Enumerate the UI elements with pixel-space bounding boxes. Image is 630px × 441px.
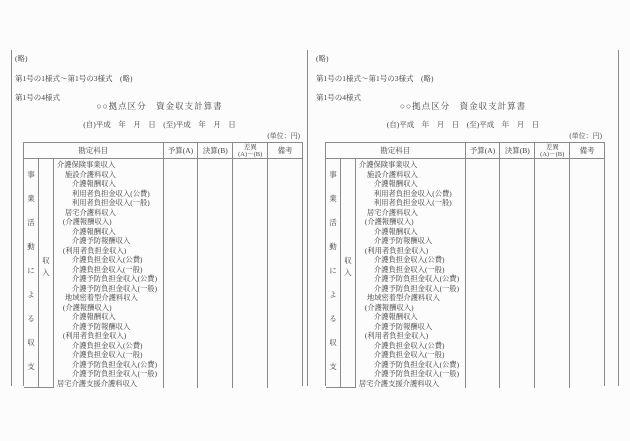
vertical-label-char: 支: [27, 362, 35, 371]
vertical-label-char: 業: [27, 194, 35, 203]
account-row: 介護負担金収入(一般): [71, 350, 143, 359]
account-row: 介護報酬収入: [71, 226, 116, 236]
header-account: 勘定科目: [326, 143, 466, 158]
vertical-label-char: よ: [329, 290, 337, 299]
vertical-label-char: 入: [344, 268, 352, 277]
unit-label: (単位：円): [267, 132, 300, 140]
forms-range-note: 第1号の1様式～第1号の3様式 (略): [316, 74, 434, 83]
omitted-note: (略): [316, 54, 329, 63]
vertical-label-char: に: [329, 266, 337, 275]
unit-label: (単位：円): [569, 132, 602, 140]
funds-statement-table: [23, 142, 303, 386]
account-row: 介護報酬収入: [71, 179, 116, 188]
account-row: 居宅介護料収入: [64, 207, 116, 217]
settlement-column-empty: [500, 159, 535, 388]
vertical-label-char: 動: [27, 242, 35, 251]
table-body: [24, 159, 302, 388]
account-row: 介護負担金収入(公費): [373, 255, 445, 264]
account-row: (利用者負担金収入): [364, 331, 429, 340]
account-row: 介護保険事業収入: [56, 160, 116, 169]
header-budget: 予算(A): [466, 143, 501, 158]
remarks-column-empty: [570, 159, 604, 388]
account-row: 介護予防負担金収入(一般): [373, 283, 460, 293]
account-row: 介護負担金収入(公費): [373, 340, 445, 350]
account-row: 介護保険事業収入: [358, 160, 418, 169]
account-row: 地域密着型介護料収入: [64, 293, 138, 302]
remarks-column-empty: [268, 159, 302, 388]
account-row: 介護報酬収入: [373, 312, 418, 321]
account-row: 利用者負担金収入(公費): [373, 188, 452, 198]
funds-statement-table: [325, 142, 605, 386]
vertical-label-char: 収: [27, 338, 35, 347]
budget-column-empty: [466, 159, 501, 388]
account-row: (介護報酬収入): [364, 302, 414, 312]
header-remarks: 備考: [277, 145, 293, 155]
account-row: (介護報酬収入): [62, 302, 112, 312]
activity-group-label: [326, 159, 341, 388]
account-row: 施設介護料収入: [366, 169, 418, 179]
account-row: 介護予防負担金収入(一般): [71, 283, 158, 293]
vertical-label-char: 収: [329, 338, 337, 347]
header-account: 勘定科目: [24, 143, 164, 158]
header-difference: [535, 143, 570, 158]
vertical-label-char: る: [329, 314, 337, 323]
header-difference: [233, 143, 268, 158]
account-row: 介護予防負担金収入(公費): [71, 274, 158, 283]
header-difference-line1: 差異: [243, 143, 257, 151]
document-title: ○○拠点区分 資金収支計算書: [399, 101, 527, 111]
vertical-label-char: 支: [329, 362, 337, 371]
account-row: 居宅介護料収入: [366, 207, 418, 217]
page-left: [11, 50, 308, 386]
account-row: 利用者負担金収入(一般): [71, 198, 150, 207]
header-settlement: 決算(B): [198, 143, 233, 158]
account-rows: [356, 159, 466, 388]
form-number: 第1号の4様式: [316, 93, 361, 102]
vertical-label-char: 事: [329, 170, 337, 179]
account-row: (利用者負担金収入): [364, 245, 429, 255]
vertical-label-char: る: [27, 314, 35, 323]
header-budget: 予算(A): [164, 143, 199, 158]
account-row: (利用者負担金収入): [62, 331, 127, 340]
account-row: (介護報酬収入): [364, 217, 414, 226]
vertical-label-char: 収: [42, 256, 50, 265]
income-group-label: [341, 159, 356, 388]
header-remarks: 備考: [579, 145, 595, 155]
account-row: (介護報酬収入): [62, 217, 112, 226]
account-row: 介護報酬収入: [71, 312, 116, 321]
account-row: 介護予防報酬収入: [71, 236, 131, 245]
account-row: 介護報酬収入: [373, 179, 418, 188]
difference-column-empty: [535, 159, 570, 388]
account-row: 介護予防報酬収入: [71, 321, 131, 331]
omitted-note: (略): [15, 54, 28, 63]
account-row: 介護予防負担金収入(公費): [373, 359, 460, 369]
vertical-label-char: 事: [27, 170, 35, 179]
table-header-row: [326, 143, 604, 159]
header-difference-line2: (A)－(B): [540, 150, 565, 158]
period-line: (自)平成 年 月 日 (至)平成 年 月 日: [83, 120, 236, 129]
budget-column-empty: [164, 159, 199, 388]
header-difference-line1: 差異: [545, 143, 559, 151]
account-row: 介護負担金収入(一般): [373, 264, 445, 274]
table-header-row: [24, 143, 302, 159]
two-page-spread: [11, 50, 619, 386]
account-row: 介護負担金収入(公費): [71, 255, 143, 264]
account-row: 居宅介護支援介護料収入: [358, 378, 440, 388]
account-row: 利用者負担金収入(一般): [373, 198, 452, 207]
form-number: 第1号の4様式: [15, 93, 60, 102]
account-row: 介護負担金収入(一般): [71, 264, 143, 274]
vertical-label-char: 活: [27, 218, 35, 227]
activity-group-label: [24, 159, 39, 388]
account-row: 利用者負担金収入(公費): [71, 188, 150, 198]
account-row: 介護予防報酬収入: [373, 236, 433, 245]
page-right: [308, 50, 619, 386]
account-row: 介護報酬収入: [373, 226, 418, 236]
account-row: 地域密着型介護料収入: [366, 293, 440, 302]
account-row: 介護予防負担金収入(一般): [373, 369, 460, 378]
document-title: ○○拠点区分 資金収支計算書: [96, 101, 223, 111]
account-rows: [54, 159, 164, 388]
table-body: [326, 159, 604, 388]
account-row: 介護予防報酬収入: [373, 321, 433, 331]
vertical-label-char: 業: [329, 194, 337, 203]
account-row: (利用者負担金収入): [62, 245, 127, 255]
vertical-label-char: 入: [42, 268, 50, 277]
vertical-label-char: 収: [344, 256, 352, 265]
forms-range-note: 第1号の1様式～第1号の3様式 (略): [15, 74, 133, 83]
difference-column-empty: [233, 159, 268, 388]
account-row: 居宅介護支援介護料収入: [56, 378, 138, 388]
account-row: 介護負担金収入(公費): [71, 340, 143, 350]
vertical-label-char: 動: [329, 242, 337, 251]
settlement-column-empty: [198, 159, 233, 388]
account-row: 施設介護料収入: [64, 169, 116, 179]
header-settlement: 決算(B): [500, 143, 535, 158]
vertical-label-char: よ: [27, 290, 35, 299]
period-line: (自)平成 年 月 日 (至)平成 年 月 日: [386, 120, 540, 129]
account-row: 介護予防負担金収入(公費): [373, 274, 460, 283]
account-row: 介護負担金収入(一般): [373, 350, 445, 359]
account-row: 介護予防負担金収入(一般): [71, 369, 158, 378]
header-difference-line2: (A)－(B): [238, 150, 263, 158]
income-group-label: [39, 159, 54, 388]
account-row: 介護予防負担金収入(公費): [71, 359, 158, 369]
vertical-label-char: に: [27, 266, 35, 275]
vertical-label-char: 活: [329, 218, 337, 227]
